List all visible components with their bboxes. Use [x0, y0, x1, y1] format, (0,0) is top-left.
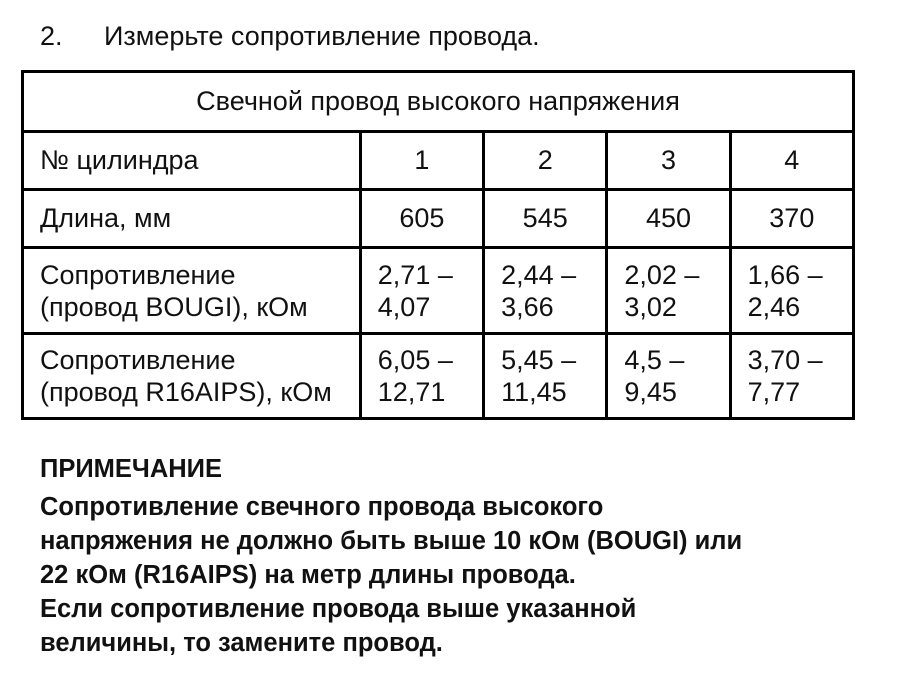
cell-length-2: 545: [484, 190, 607, 248]
range-min: 5,45 –: [501, 344, 577, 375]
note-block: [40, 452, 880, 660]
cell-range: [484, 333, 607, 418]
cell-range: [360, 248, 483, 333]
range-min: 6,05 –: [377, 344, 453, 375]
range-max: 9,45: [624, 376, 677, 407]
range-max: 11,45: [501, 376, 567, 407]
cell-cylinder-4: 4: [730, 132, 853, 190]
row-label: Длина, мм: [23, 190, 361, 248]
row-label-line: (провод R16AIPS), кОм: [40, 376, 332, 407]
cell-range: [730, 248, 853, 333]
range-min: 2,02 –: [624, 259, 700, 290]
range-max: 3,66: [501, 291, 554, 322]
cell-range: [607, 333, 730, 418]
table-row-length: [23, 190, 854, 248]
note-line: 22 кОм (R16AIPS) на метр длины провода.: [40, 561, 576, 589]
note-title: ПРИМЕЧАНИЕ: [40, 455, 222, 483]
cell-length-1: 605: [360, 190, 483, 248]
row-label-line: (провод BOUGI), кОм: [40, 291, 308, 322]
cell-length-3: 450: [607, 190, 730, 248]
note-line: напряжения не должно быть выше 10 кОм (BOUGI) или: [40, 527, 743, 555]
row-label-line: Сопротивление: [40, 259, 236, 290]
step-text: Измерьте сопротивление провода.: [104, 21, 540, 51]
table-row-resistance-bougi: [23, 248, 854, 333]
note-line: Если сопротивление провода выше указанной: [40, 595, 637, 623]
range-max: 4,07: [377, 291, 431, 322]
row-label: [23, 333, 361, 418]
cell-range: [607, 248, 730, 333]
row-label: [23, 248, 361, 333]
cell-range: [484, 248, 607, 333]
cell-cylinder-1: 1: [360, 132, 483, 190]
cell-cylinder-2: 2: [484, 132, 607, 190]
range-min: 1,66 –: [747, 259, 823, 290]
table-row-resistance-r16aips: [23, 333, 854, 418]
resistance-table: [21, 70, 855, 420]
range-max: 2,46: [747, 291, 801, 322]
range-min: 3,70 –: [747, 344, 823, 375]
table-header-row: [23, 72, 854, 132]
note-line: величины, то замените провод.: [40, 629, 443, 657]
row-label: № цилиндра: [23, 132, 361, 190]
cell-range: [730, 333, 853, 418]
table-header: Свечной провод высокого напряжения: [23, 72, 854, 132]
range-min: 2,71 –: [377, 259, 453, 290]
cell-length-4: 370: [730, 190, 853, 248]
cell-cylinder-3: 3: [607, 132, 730, 190]
range-min: 4,5 –: [624, 344, 685, 375]
range-max: 12,71: [377, 376, 446, 407]
row-label-line: Сопротивление: [40, 344, 236, 375]
range-max: 3,02: [624, 291, 677, 322]
range-max: 7,77: [747, 376, 801, 407]
step-number: 2.: [40, 21, 63, 51]
range-min: 2,44 –: [501, 259, 577, 290]
cell-range: [360, 333, 483, 418]
table-row-cylinder: [23, 132, 854, 190]
note-line: Сопротивление свечного провода высокого: [40, 493, 604, 521]
step-instruction: [40, 18, 540, 54]
